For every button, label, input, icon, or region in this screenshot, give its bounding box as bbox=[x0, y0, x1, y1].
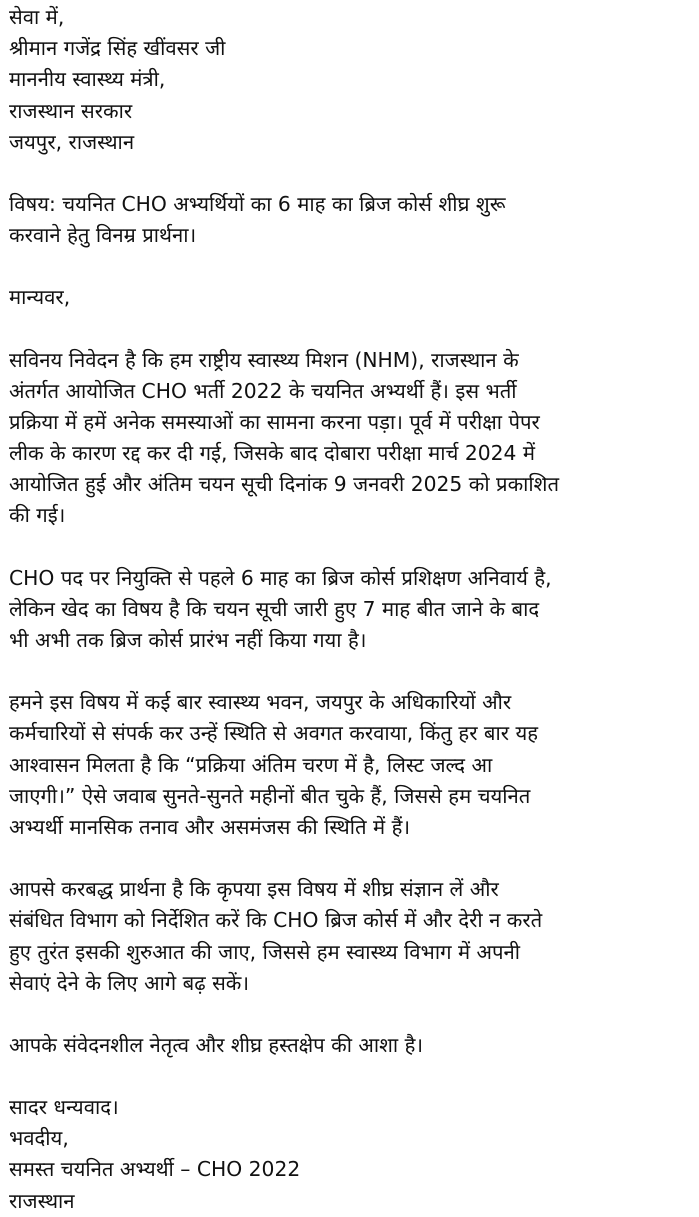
addressee-line: माननीय स्वास्थ्य मंत्री, bbox=[9, 67, 166, 92]
paragraph-5 bbox=[9, 1030, 691, 1061]
salutation-line: मान्यवर, bbox=[9, 285, 71, 310]
paragraph-3 bbox=[9, 687, 691, 843]
paragraph-2 bbox=[9, 563, 691, 657]
paragraph-1 bbox=[9, 345, 691, 532]
closing-line: भवदीय, bbox=[9, 1126, 69, 1151]
paragraph-4 bbox=[9, 874, 691, 999]
paragraph-line: अभ्यर्थी मानसिक तनाव और असमंजस की स्थिति में हैं। bbox=[9, 814, 411, 839]
subject-line: करवाने हेतु विनम्र प्रार्थना। bbox=[9, 223, 197, 248]
paragraph-line: सविनय निवेदन है कि हम राष्ट्रीय स्वास्थ्य मिशन (NHM), राजस्थान के bbox=[9, 347, 519, 372]
closing-line: समस्त चयनित अभ्यर्थी – CHO 2022 bbox=[9, 1157, 301, 1182]
paragraph-line: लेकिन खेद का विषय है कि चयन सूची जारी हुए 7 माह बीत जाने के बाद bbox=[9, 596, 540, 621]
letter-document bbox=[9, 2, 691, 1217]
salutation bbox=[9, 282, 691, 313]
paragraph-line: प्रक्रिया में हमें अनेक समस्याओं का सामना करना पड़ा। पूर्व में परीक्षा पेपर bbox=[9, 409, 540, 434]
paragraph-line: आयोजित हुई और अंतिम चयन सूची दिनांक 9 जनवरी 2025 को प्रकाशित bbox=[9, 472, 560, 497]
paragraph-line: आपसे करबद्ध प्रार्थना है कि कृपया इस विषय में शीघ्र संज्ञान लें और bbox=[9, 877, 499, 902]
addressee-line: सेवा में, bbox=[9, 5, 65, 29]
paragraph-line: कर्मचारियों से संपर्क कर उन्हें स्थिति से अवगत करवाया, किंतु हर बार यह bbox=[9, 721, 539, 746]
paragraph-line: हमने इस विषय में कई बार स्वास्थ्य भवन, जयपुर के अधिकारियों और bbox=[9, 690, 512, 715]
subject-block bbox=[9, 189, 691, 251]
paragraph-line: आपके संवेदनशील नेतृत्व और शीघ्र हस्तक्षेप की आशा है। bbox=[9, 1032, 424, 1057]
closing-block bbox=[9, 1092, 691, 1217]
closing-line: सादर धन्यवाद। bbox=[9, 1095, 119, 1120]
paragraph-line: सेवाएं देने के लिए आगे बढ़ सकें। bbox=[9, 970, 250, 995]
paragraph-line: लीक के कारण रद्द कर दी गई, जिसके बाद दोबारा परीक्षा मार्च 2024 में bbox=[9, 441, 536, 466]
addressee-block bbox=[9, 2, 691, 158]
paragraph-line: जाएगी।” ऐसे जवाब सुनते-सुनते महीनों बीत चुके हैं, जिससे हम चयनित bbox=[9, 783, 531, 808]
paragraph-line: अंतर्गत आयोजित CHO भर्ती 2022 के चयनित अभ्यर्थी हैं। इस भर्ती bbox=[9, 378, 517, 403]
paragraph-line: आश्वासन मिलता है कि “प्रक्रिया अंतिम चरण में है, लिस्ट जल्द आ bbox=[9, 752, 493, 777]
paragraph-line: संबंधित विभाग को निर्देशित करें कि CHO ब्रिज कोर्स में और देरी न करते bbox=[9, 908, 543, 933]
paragraph-line: CHO पद पर नियुक्ति से पहले 6 माह का ब्रिज कोर्स प्रशिक्षण अनिवार्य है, bbox=[9, 565, 552, 590]
paragraph-line: हुए तुरंत इसकी शुरुआत की जाए, जिससे हम स्वास्थ्य विभाग में अपनी bbox=[9, 939, 521, 964]
addressee-line: जयपुर, राजस्थान bbox=[9, 129, 135, 154]
subject-line: विषय: चयनित CHO अभ्यर्थियों का 6 माह का ब्रिज कोर्स शीघ्र शुरू bbox=[9, 191, 506, 216]
paragraph-line: की गई। bbox=[9, 503, 66, 528]
paragraph-line: भी अभी तक ब्रिज कोर्स प्रारंभ नहीं किया गया है। bbox=[9, 628, 367, 652]
addressee-line: श्रीमान गजेंद्र सिंह खींवसर जी bbox=[9, 36, 226, 61]
addressee-line: राजस्थान सरकार bbox=[9, 98, 133, 123]
closing-line: राजस्थान bbox=[9, 1188, 75, 1213]
